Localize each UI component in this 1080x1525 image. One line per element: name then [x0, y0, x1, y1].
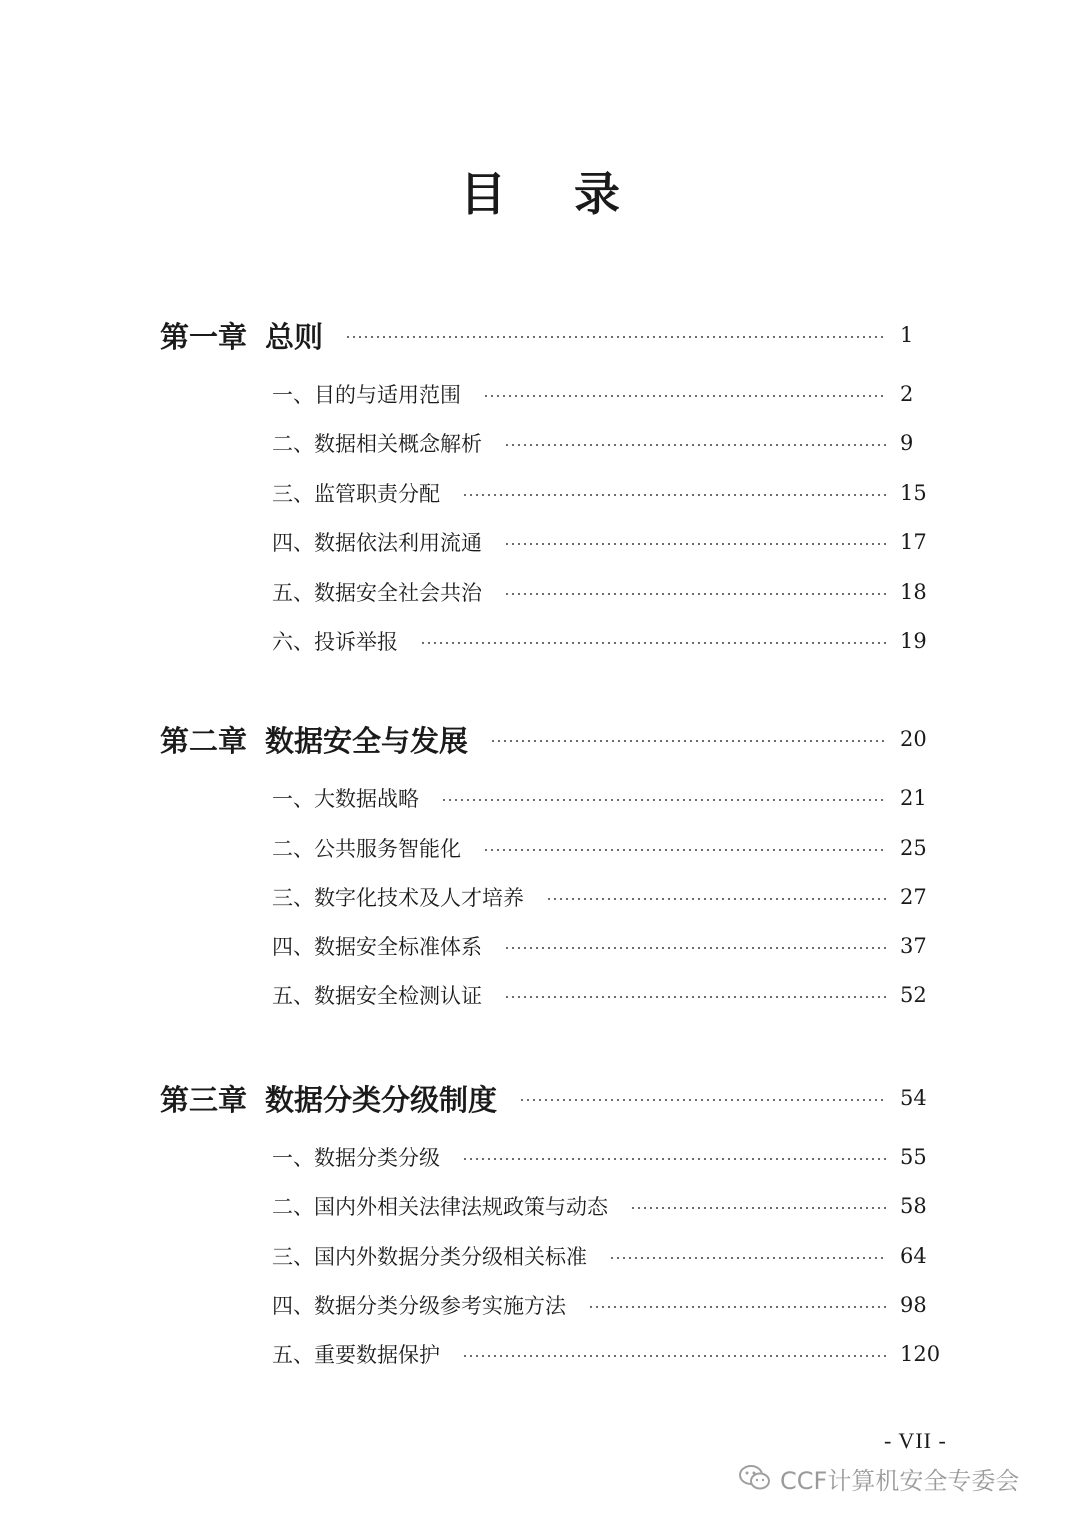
folio-page-number: - VII -: [884, 1428, 947, 1453]
chapter-number: 第三章: [160, 1082, 248, 1117]
dot-leader: [462, 1355, 886, 1357]
page-number: 19: [900, 629, 927, 653]
dot-leader: [504, 947, 886, 949]
chapter-title: 数据分类分级制度: [265, 1082, 498, 1117]
chapter-title: 总则: [265, 319, 324, 354]
section-title: 一、数据分类分级: [272, 1146, 440, 1170]
page-number: 120: [900, 1342, 941, 1366]
toc-chapter-1[interactable]: [160, 315, 940, 355]
toc-entry[interactable]: [272, 423, 940, 463]
dot-leader: [490, 740, 886, 742]
section-title: 三、国内外数据分类分级相关标准: [272, 1245, 587, 1269]
toc-entry[interactable]: [272, 778, 940, 818]
dot-leader: [546, 898, 886, 900]
dot-leader: [441, 799, 886, 801]
page-number: 18: [900, 580, 927, 604]
page-number: 2: [900, 382, 914, 406]
page-number: 98: [900, 1293, 927, 1317]
toc-chapter-2[interactable]: [160, 719, 940, 759]
page-number: 21: [900, 786, 927, 810]
section-title: 五、数据安全社会共治: [272, 581, 482, 605]
page-number: 27: [900, 885, 927, 909]
page-number: 1: [900, 323, 914, 347]
toc-entry[interactable]: [272, 926, 940, 966]
section-title: 三、监管职责分配: [272, 482, 440, 506]
section-title: 二、国内外相关法律法规政策与动态: [272, 1195, 608, 1219]
section-title: 四、数据分类分级参考实施方法: [272, 1294, 566, 1318]
toc-entry[interactable]: [272, 828, 940, 868]
dot-leader: [504, 543, 886, 545]
dot-leader: [483, 395, 886, 397]
section-title: 二、公共服务智能化: [272, 837, 461, 861]
page-number: 52: [900, 983, 927, 1007]
toc-entry[interactable]: [272, 1285, 940, 1325]
page-number: 25: [900, 836, 927, 860]
page-number: 17: [900, 530, 927, 554]
section-title: 五、重要数据保护: [272, 1343, 440, 1367]
page-number: 64: [900, 1244, 927, 1268]
page-number: 37: [900, 934, 927, 958]
section-title: 一、目的与适用范围: [272, 383, 461, 407]
toc-entry[interactable]: [272, 572, 940, 612]
section-title: 一、大数据战略: [272, 787, 419, 811]
section-title: 三、数字化技术及人才培养: [272, 886, 524, 910]
toc-entry[interactable]: [272, 1137, 940, 1177]
toc-entry[interactable]: [272, 1334, 940, 1374]
page-number: 54: [900, 1086, 927, 1110]
dot-leader: [462, 1158, 886, 1160]
section-title: 五、数据安全检测认证: [272, 984, 482, 1008]
toc-entry[interactable]: [272, 975, 940, 1015]
dot-leader: [630, 1207, 886, 1209]
page-number: 9: [900, 431, 914, 455]
toc-entry[interactable]: [272, 522, 940, 562]
toc-entry[interactable]: [272, 1236, 940, 1276]
chapter-number: 第二章: [160, 723, 248, 758]
toc-entry[interactable]: [272, 473, 940, 513]
page-number: 15: [900, 481, 927, 505]
dot-leader: [609, 1257, 886, 1259]
page-number: 20: [900, 727, 927, 751]
watermark: [738, 1461, 1019, 1495]
watermark-text: CCF计算机安全专委会: [780, 1466, 1020, 1495]
page-title: 目 录: [459, 167, 646, 221]
dot-leader: [519, 1099, 886, 1101]
toc-entry[interactable]: [272, 374, 940, 414]
dot-leader: [420, 642, 886, 644]
section-title: 二、数据相关概念解析: [272, 432, 482, 456]
wechat-icon: [738, 1463, 772, 1493]
toc-entry[interactable]: [272, 1186, 940, 1226]
page-number: 58: [900, 1194, 927, 1218]
toc-chapter-3[interactable]: [160, 1078, 940, 1118]
toc-entry[interactable]: [272, 621, 940, 661]
dot-leader: [345, 336, 886, 338]
dot-leader: [483, 849, 886, 851]
dot-leader: [588, 1306, 886, 1308]
dot-leader: [462, 494, 886, 496]
chapter-title: 数据安全与发展: [265, 723, 469, 758]
section-title: 四、数据安全标准体系: [272, 935, 482, 959]
dot-leader: [504, 593, 886, 595]
page-number: 55: [900, 1145, 927, 1169]
dot-leader: [504, 996, 886, 998]
section-title: 四、数据依法利用流通: [272, 531, 482, 555]
chapter-number: 第一章: [160, 319, 248, 354]
section-title: 六、投诉举报: [272, 630, 398, 654]
dot-leader: [504, 444, 886, 446]
toc-entry[interactable]: [272, 877, 940, 917]
